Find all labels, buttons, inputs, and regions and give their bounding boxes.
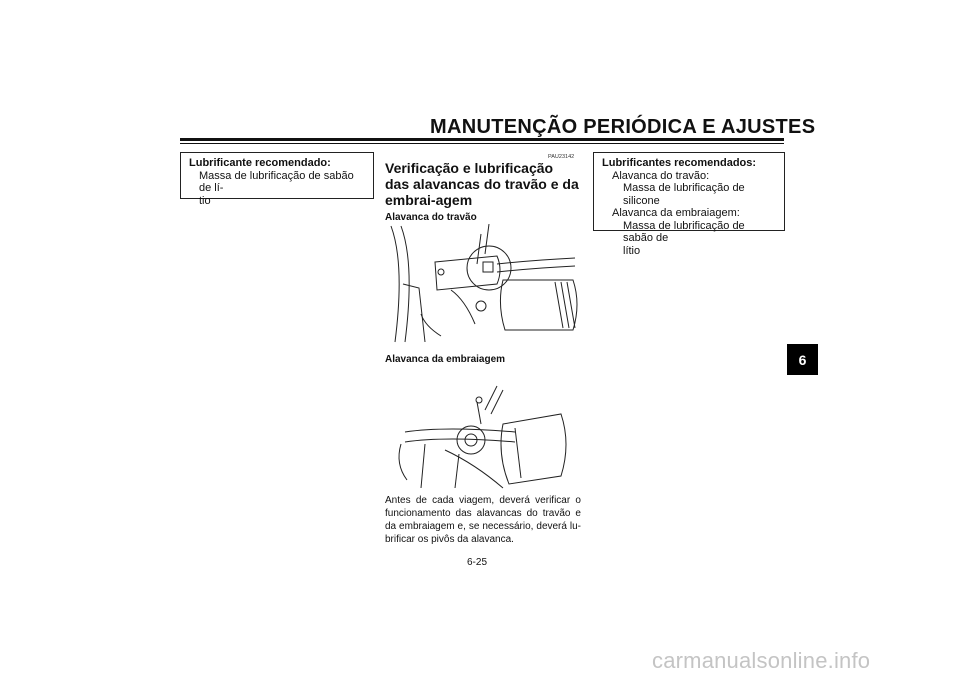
header-rule-thin: [180, 143, 784, 144]
clutch-lever-label: Alavanca da embraiagem: [385, 354, 506, 365]
page-number: 6-25: [467, 557, 488, 568]
clutch-lever-lubricant-label: Alavanca da embraiagem:: [612, 207, 740, 219]
brake-lever-label: Alavanca do travão: [385, 212, 477, 223]
section-heading: Verificação e lubrificação das alavancas do travão e da embrai-agem: [385, 160, 579, 208]
lubricant-value-line-2: tio: [199, 194, 211, 207]
lubricants-box-title: Lubrificantes recomendados:: [602, 157, 757, 169]
brake-lever-illustration: [385, 224, 581, 344]
brake-lever-lubricant-label: Alavanca do travão:: [612, 169, 710, 182]
lubricant-value-line-1: Massa de lubrificação de sabão de lí-: [199, 169, 354, 194]
chapter-tab: 6: [787, 344, 818, 375]
clutch-lever-lubricant-value-2: lítio: [623, 244, 641, 257]
brake-lever-lubricant-value: Massa de lubrificação de silicone: [623, 182, 745, 207]
clutch-lever-lubricant-value-1: Massa de lubrificação de sabão de: [623, 219, 745, 244]
page-title: MANUTENÇÃO PERIÓDICA E AJUSTES: [430, 116, 816, 138]
header-rule-thick: [180, 138, 784, 141]
watermark-text: carmanualsonline.info: [652, 648, 871, 673]
lubricant-box-right: [593, 152, 785, 257]
lubricant-box-left: [180, 152, 374, 207]
clutch-lever-illustration: [385, 384, 581, 490]
body-paragraph: Antes de cada viagem, deverá verificar o funcionamento das alavancas do travão e da embraiagem e, se necessário, deverá lu-brificar os pivôs da alavanca.: [385, 495, 581, 545]
lubricant-box-title: Lubrificante recomendado:: [189, 157, 331, 169]
section-code: PAU23142: [548, 154, 575, 160]
